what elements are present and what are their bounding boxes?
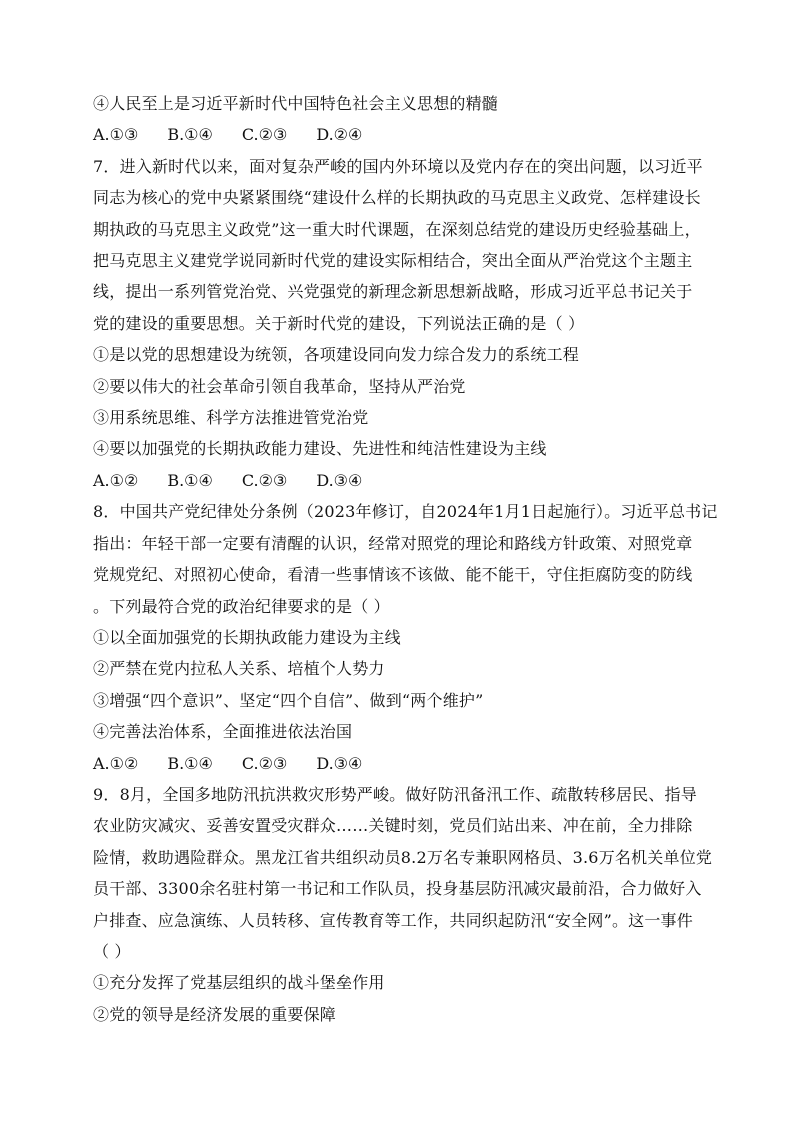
q7-choice-b: B.①④ <box>167 470 213 490</box>
q7-choice-a: A.①② <box>93 470 139 490</box>
q7-stem-line-1: 7．进入新时代以来，面对复杂严峻的国内外环境以及党内存在的突出问题，以习近平 <box>93 156 703 176</box>
q7-choice-c: C.②③ <box>241 470 288 490</box>
q8-stem-line-3: 党规党纪、对照初心使命，看清一些事情该不该做、能不能干，守住拒腐防变的防线 <box>93 565 693 585</box>
q7-stem-line-3: 期执政的马克思主义政党”这一重大时代课题，在深刻总结党的建设历史经验基础上， <box>93 219 701 239</box>
document-page <box>93 88 718 1030</box>
q9-option-2: ②党的领导是经济发展的重要保障 <box>93 1004 337 1024</box>
q7-stem-line-5: 线，提出一系列管党治党、兴党强党的新理念新思想新战略，形成习近平总书记关于 <box>93 282 693 302</box>
q7-stem-line-4: 把马克思主义建党学说同新时代党的建设实际相结合，突出全面从严治党这个主题主 <box>93 251 693 271</box>
q6-choice-c: C.②③ <box>241 125 288 145</box>
q8-option-4: ④完善法治体系，全面推进依法治国 <box>93 722 353 742</box>
q7-choice-d: D.③④ <box>316 470 363 490</box>
q7-option-1: ①是以党的思想建设为统领，各项建设同向发力综合发力的系统工程 <box>93 345 580 365</box>
q6-choice-b: B.①④ <box>167 125 213 145</box>
q8-choice-c: C.②③ <box>241 753 288 773</box>
q8-option-3: ③增强“四个意识”、坚定“四个自信”、做到“两个维护” <box>93 690 484 710</box>
q8-stem-line-4: 。下列最符合党的政治纪律要求的是（ ） <box>93 596 390 616</box>
q6-answer-choices <box>93 119 703 150</box>
q8-option-2: ②严禁在党内拉私人关系、培植个人势力 <box>93 659 385 679</box>
q8-choice-a: A.①② <box>93 753 139 773</box>
q7-stem-line-2: 同志为核心的党中央紧紧围绕“建设什么样的长期执政的马克思主义政党、怎样建设长 <box>93 188 701 208</box>
q8-answer-choices <box>93 748 703 779</box>
q7-option-4: ④要以加强党的长期执政能力建设、先进性和纯洁性建设为主线 <box>93 439 547 459</box>
q9-stem-line-5: 户排查、应急演练、人员转移、宣传教育等工作，共同织起防汛“安全网”。这一事件 <box>93 910 693 930</box>
q9-stem-line-6: （ ） <box>93 941 131 961</box>
q9-option-1: ①充分发挥了党基层组织的战斗堡垒作用 <box>93 973 385 993</box>
q9-stem-line-4: 员干部、3300余名驻村第一书记和工作队员，投身基层防汛减灾最前沿，合力做好入 <box>93 879 702 899</box>
q8-option-1: ①以全面加强党的长期执政能力建设为主线 <box>93 627 401 647</box>
q7-option-3: ③用系统思维、科学方法推进管党治党 <box>93 408 369 428</box>
q6-choice-d: D.②④ <box>316 125 363 145</box>
q9-stem-line-3: 险情，救助遇险群众。黑龙江省共组织动员8.2万名专兼职网格员、3.6万名机关单位党 <box>93 847 713 867</box>
q7-option-2: ②要以伟大的社会革命引领自我革命，坚持从严治党 <box>93 376 466 396</box>
q9-stem-line-1: 9．8月，全国多地防汛抗洪救灾形势严峻。做好防汛备汛工作、疏散转移居民、指导 <box>93 784 697 804</box>
q7-stem-line-6: 党的建设的重要思想。关于新时代党的建设，下列说法正确的是（ ） <box>93 313 585 333</box>
q6-option-4: ④人民至上是习近平新时代中国特色社会主义思想的精髓 <box>93 94 499 113</box>
q7-answer-choices <box>93 465 703 496</box>
q8-choice-d: D.③④ <box>316 753 363 773</box>
q8-stem-line-1: 8．中国共产党纪律处分条例（2023年修订，自2024年1月1日起施行）。习近平总书记 <box>93 502 718 522</box>
q6-choice-a: A.①③ <box>93 125 139 145</box>
q8-stem-line-2: 指出：年轻干部一定要有清醒的认识，经常对照党的理论和路线方针政策、对照党章 <box>93 533 693 553</box>
q9-stem-line-2: 农业防灾减灾、妥善安置受灾群众……关键时刻，党员们站出来、冲在前，全力排除 <box>93 816 693 836</box>
q8-choice-b: B.①④ <box>167 753 213 773</box>
